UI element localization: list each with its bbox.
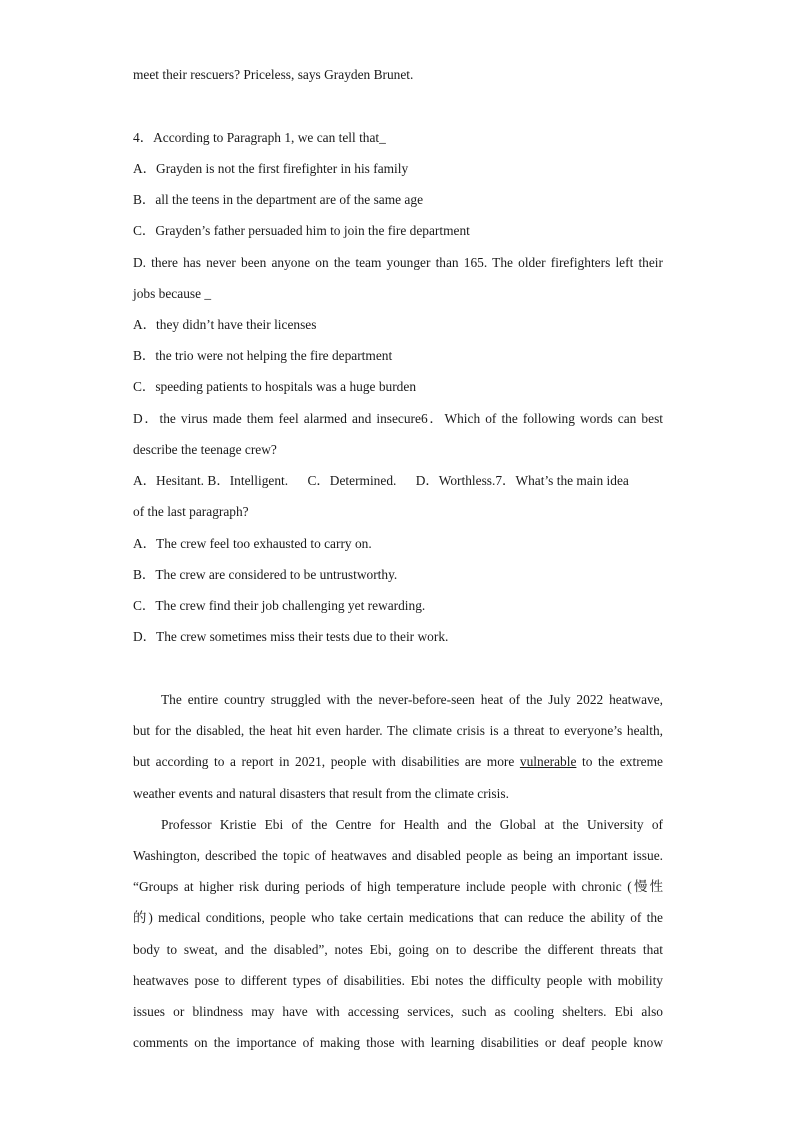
question-4-option-b: B．all the teens in the department are of the same age xyxy=(133,192,424,207)
question-6-option-b: B．Intelligent. xyxy=(207,473,289,488)
passage-p1-line3: but according to a report in 2021, people with disabilities are more vulnerable to the extreme xyxy=(133,754,663,769)
question-5-option-b: B．the trio were not helping the fire department xyxy=(133,348,393,363)
question-7-option-b: B．The crew are considered to be untrustworthy. xyxy=(133,567,398,582)
passage-p1-line2: but for the disabled, the heat hit even harder. The climate crisis is a threat to everyone’s health, xyxy=(133,723,663,738)
passage-p2-line1: Professor Kristie Ebi of the Centre for Health and the Global at the University of xyxy=(161,817,663,832)
passage-p2-line8: comments on the importance of making those with learning disabilities or deaf people know xyxy=(133,1035,663,1050)
passage-p2-line7: issues or blindness may have with accessing services, such as cooling shelters. Ebi also xyxy=(133,1004,663,1019)
question-5-stem: jobs because _ xyxy=(133,286,212,301)
vulnerable-underlined-word: vulnerable xyxy=(519,754,577,769)
question-6-stem: describe the teenage crew? xyxy=(133,442,277,457)
previous-paragraph-tail: meet their rescuers? Priceless, says Grayden Brunet. xyxy=(133,67,414,82)
passage-p2-line4: 的) medical conditions, people who take certain medications that can reduce the ability of the xyxy=(133,910,663,925)
question-7-option-d: D．The crew sometimes miss their tests due to their work. xyxy=(133,629,449,644)
question-7-option-c: C．The crew find their job challenging yet rewarding. xyxy=(133,598,426,613)
question-5-option-d: D．the virus made them feel alarmed and insecure6．Which of the following words can best xyxy=(133,411,663,426)
question-7-stem: of the last paragraph? xyxy=(133,504,249,519)
question-4-option-a: A．Grayden is not the first firefighter in his family xyxy=(133,161,409,176)
question-6-options-row xyxy=(133,472,663,490)
question-6-option-c: C．Determined. xyxy=(307,473,397,488)
question-4-option-c: C．Grayden’s father persuaded him to join the fire department xyxy=(133,223,470,238)
question-4-option-d: D. there has never been anyone on the team younger than 165. The older firefighters left their xyxy=(133,255,663,270)
question-5-option-a: A．they didn’t have their licenses xyxy=(133,317,317,332)
passage-p2-line6: heatwaves pose to different types of disabilities. Ebi notes the difficulty people with mobility xyxy=(133,973,663,988)
question-4-stem: 4．According to Paragraph 1, we can tell that_ xyxy=(133,130,386,145)
passage-p1-line4: weather events and natural disasters that result from the climate crisis. xyxy=(133,786,509,801)
question-5-option-c: C．speeding patients to hospitals was a huge burden xyxy=(133,379,417,394)
passage-p2-line3: “Groups at higher risk during periods of high temperature include people with chronic (慢性 xyxy=(133,879,663,894)
question-7-option-a: A．The crew feel too exhausted to carry on. xyxy=(133,536,372,551)
question-6-option-d: D．Worthless.7．What’s the main idea xyxy=(415,473,629,488)
passage-p2-line5: body to sweat, and the disabled”, notes Ebi, going on to describe the different threats that xyxy=(133,942,663,957)
question-6-option-a: A．Hesitant. xyxy=(133,473,205,488)
passage-p1-line1: The entire country struggled with the never-before-seen heat of the July 2022 heatwave, xyxy=(161,692,663,707)
passage-p2-line2: Washington, described the topic of heatwaves and disabled people as being an important issue. xyxy=(133,848,663,863)
